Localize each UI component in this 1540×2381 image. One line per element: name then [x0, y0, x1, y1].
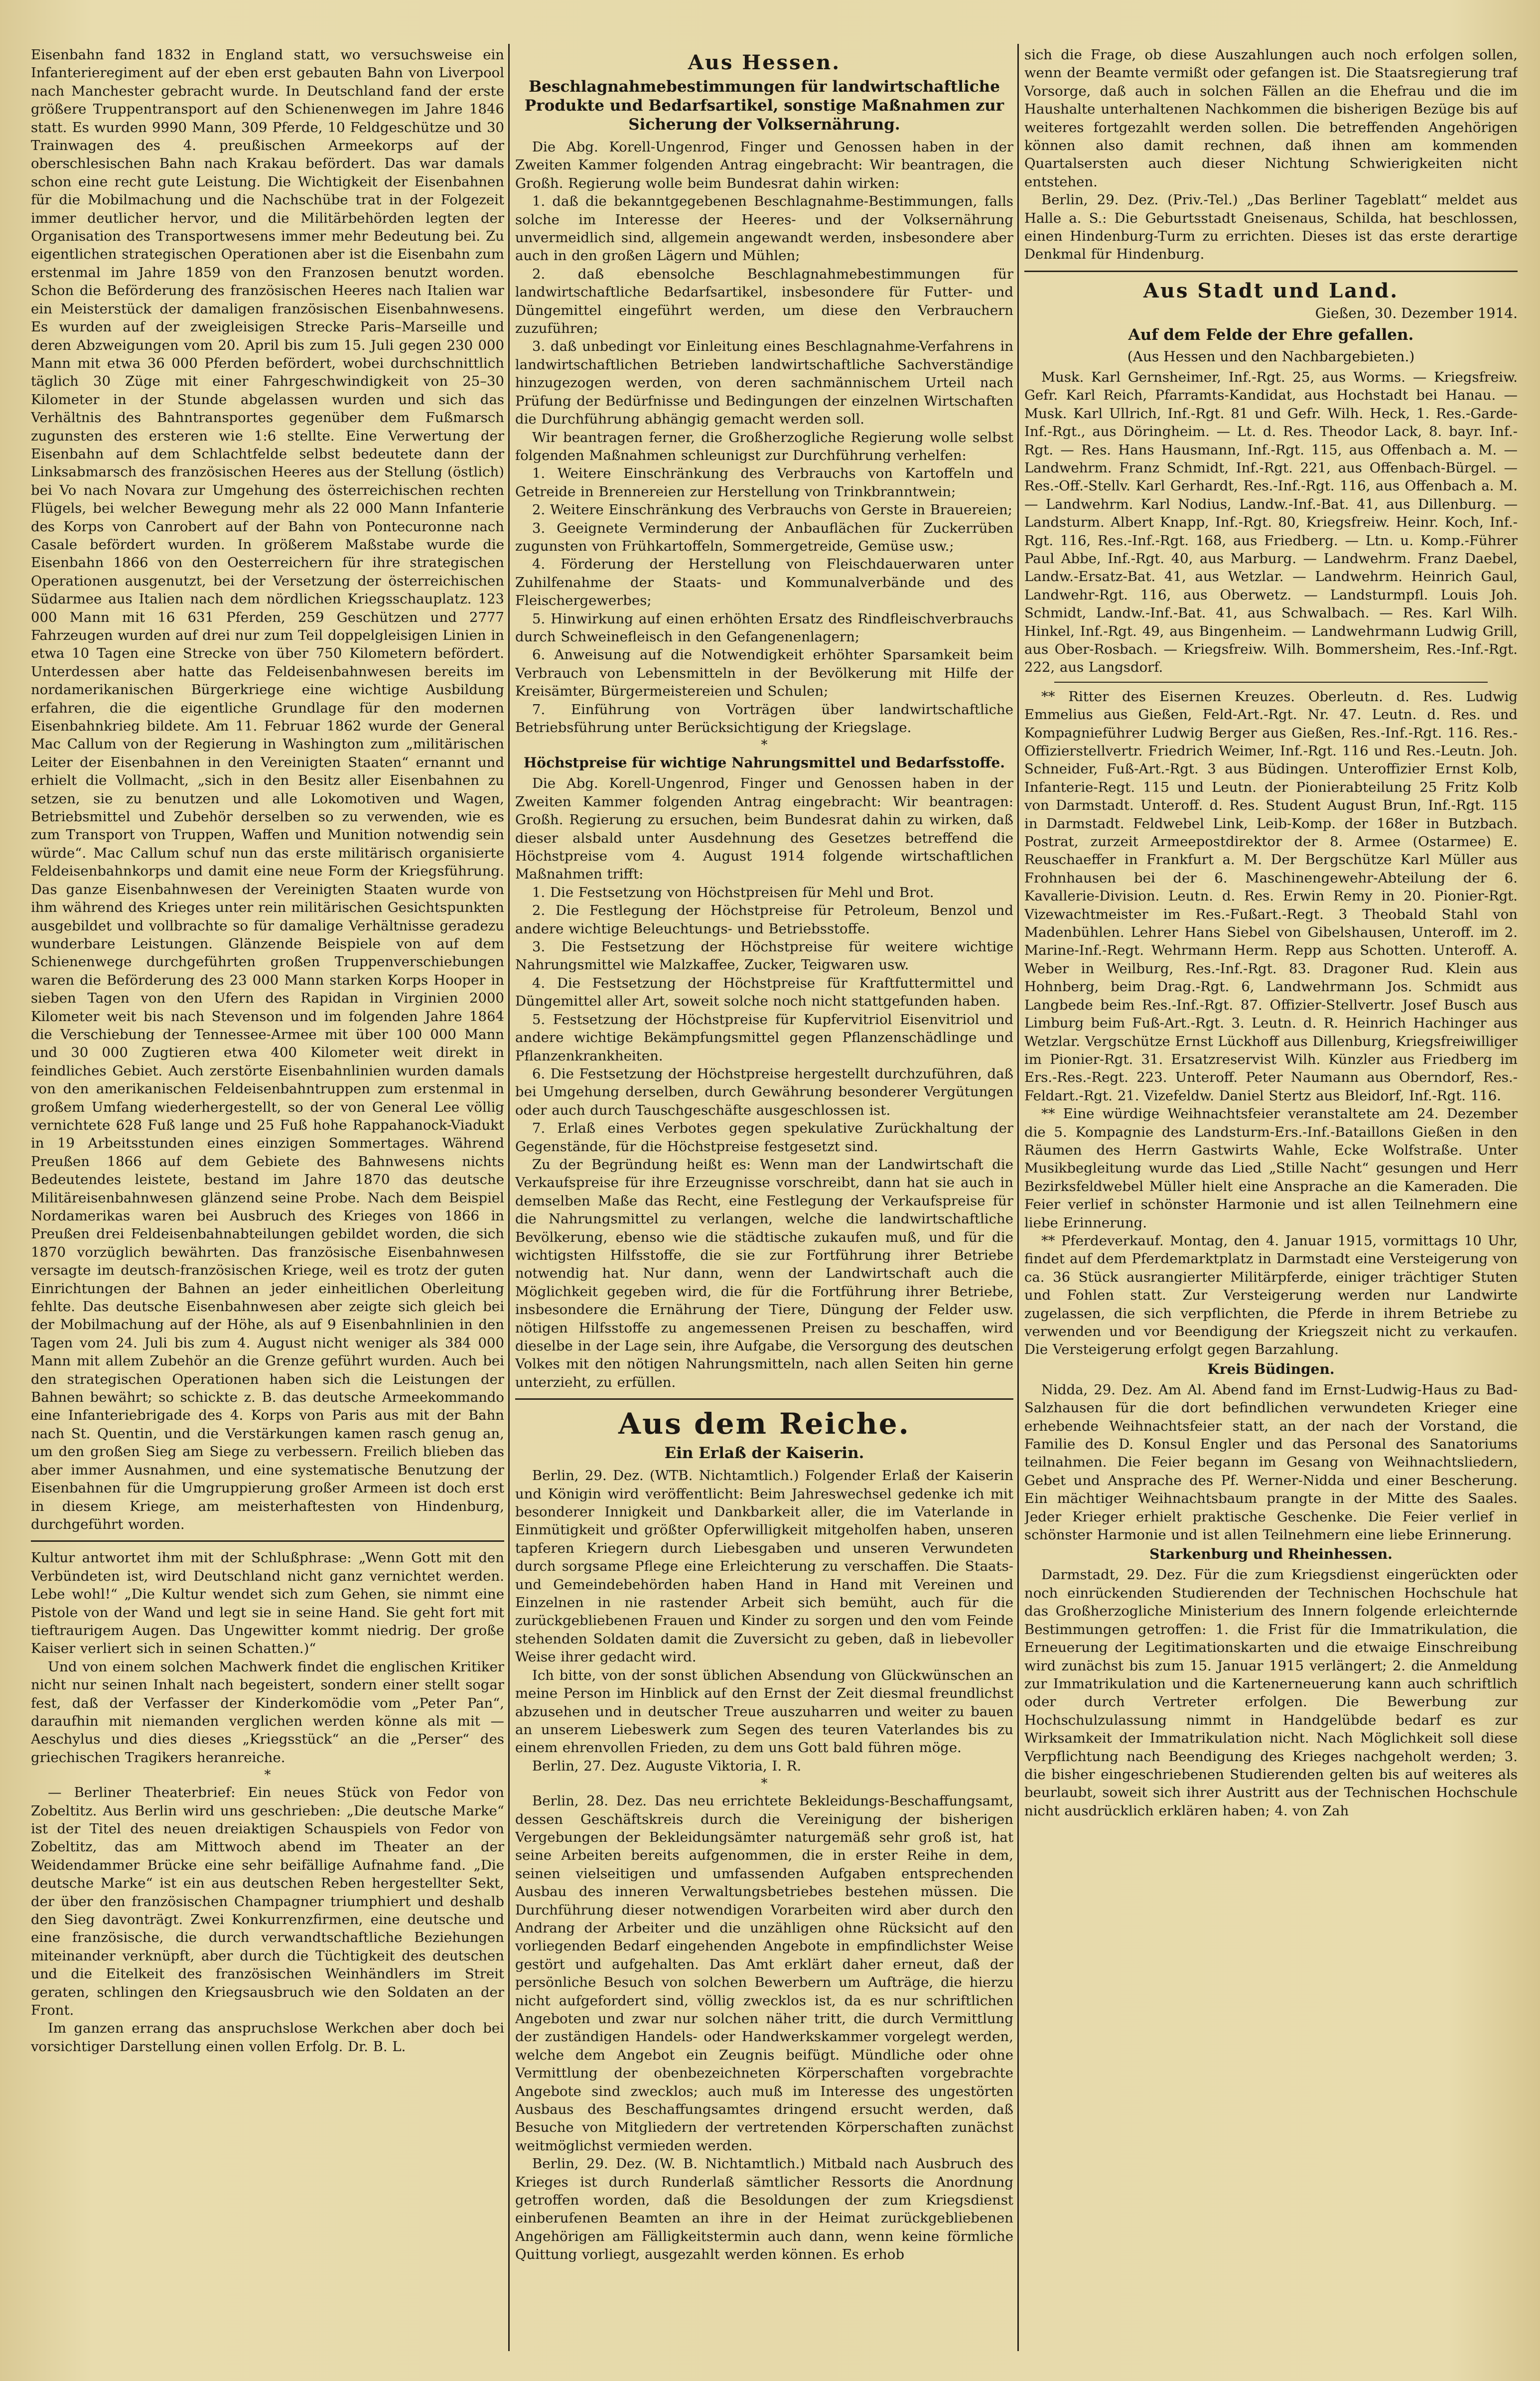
list-item: 3. daß unbedingt vor Einleitung eines Beschlagnahme-Verfahrens in landwirtschaftlichen Betrieben landwirtschaftliche Sachverständige hinzugezogen werden, von deren sachmännischem Urteil nach Prüfung der Bedürfnisse und Bedingungen der einzelnen Wirtschaften die Durchführung abhängig gemacht werden soll. [515, 338, 1013, 428]
separator-star: * [761, 738, 768, 753]
list-item: 1. daß die bekanntgegebenen Beschlagnahme-Bestimmungen, falls solche im Interesse der Heeres- und der Volksernährung unvermeidlich sind, allgemein angewandt werden, insbesondere aber auch in den großen Lägern und Mühlen; [515, 193, 1013, 264]
theater-letter-end: Im ganzen errang das anspruchslose Werkchen aber doch bei vorsichtiger Darstellung einen vollen Erfolg. Dr. B. L. [31, 2020, 504, 2055]
divider [31, 1540, 504, 1542]
list-item: 7. Erlaß eines Verbotes gegen spekulative Zurückhaltung der Gegenstände, für die Höchstpreise festgesetzt sind. [515, 1120, 1013, 1155]
dateline: Gießen, 30. Dezember 1914. [1315, 304, 1518, 321]
paragraph: Darmstadt, 29. Dez. Für die zum Kriegsdienst eingerückten oder noch einrückenden Studierenden der Technischen Hochschule hat das Großherzogliche Ministerium des Innern folgende erleichternde Bestimmungen getroffen: 1. die Frist für die Immatrikulation, die Erneuerung der Legitimationskarten und die etwaige Einschreibung wird zunächst bis zum 15. Januar 1915 verlängert; 2. die Anmeldung zur Immatrikulation und die Kartenerneuerung kann auch schriftlich oder durch Vertreter erfolgen. Die Bewerbung zur Hochschulzulassung nimmt in Handgelübde bedarf es zur Wirksamkeit der Immatrikulation nicht. Nach Möglichkeit soll diese Verpflichtung nach Beendigung des Krieges nachgeholt werden; 3. die bisher eingeschriebenen Studierenden gelten bis auf weiteres als beurlaubt, soweit sich ihrer Austritt aus der Technischen Hochschule nicht ausdrücklich erklären haben; 4. von Zah [1024, 1567, 1518, 1819]
subheadline: Auf dem Felde der Ehre gefallen. [1128, 325, 1414, 344]
divider [1024, 271, 1518, 272]
section-title-stadt-land: Aus Stadt und Land. [1143, 279, 1399, 302]
section-title-hessen: Aus Hessen. [688, 51, 841, 74]
subheadline: Beschlagnahmebestimmungen für landwirtschaftliche Produkte und Bedarfsartikel, sonstige Maßnahmen zur Sicherung der Volksernährung. [524, 78, 1004, 134]
list-item: 3. Geeignete Verminderung der Anbauflächen für Zuckerrüben zugunsten von Frühkartoffeln, Sommergetreide, Gemüse usw.; [515, 520, 1013, 554]
divider [1054, 682, 1488, 683]
paragraph: Die Abg. Korell-Ungenrod, Finger und Genossen haben in der Zweiten Kammer folgenden Antrag eingebracht: Wir beantragen: Großh. Regierung zu ersuchen, beim Bundesrat dahin zu wirken, daß dieser alsbald unter Ausdehnung des Gesetzes betreffend die Höchstpreise vom 4. August 1914 folgende wirtschaftlichen Maßnahmen trifft: [515, 775, 1013, 883]
list-item: 1. Die Festsetzung von Höchstpreisen für Mehl und Brot. [532, 884, 934, 900]
list-item: 1. Weitere Einschränkung des Verbrauchs von Kartoffeln und Getreide in Brennereien zur Herstellung von Trinkbranntwein; [515, 465, 1013, 500]
paragraph: Ich bitte, von der sonst üblichen Absendung von Glückwünschen an meine Person im Hinblick auf den Ernst der Zeit diesmal freundlichst abzusehen und in deutscher Treue auszuharren und weiter zu bauen an unserem Liebeswerk zum Segen des teuren Vaterlandes bis zu einem ehrenvollen Frieden, zu dem uns Gott bald führen möge. [515, 1667, 1013, 1756]
paragraph: Musk. Karl Gernsheimer, Inf.-Rgt. 25, aus Worms. — Kriegsfreiw. Gefr. Karl Reich, Pfarramts-Kandidat, aus Hochstadt bei Hanau. — Musk. Karl Ullrich, Inf.-Rgt. 81 und Gefr. Wilh. Heck, 1. Res.-Garde-Inf.-Rgt., aus Döringheim. — Lt. d. Res. Theodor Lack, 8. bayr. Inf.-Rgt. — Res. Hans Hausmann, Inf.-Rgt. 115, aus Offenbach a. M. — Landwehrm. Franz Schmidt, Inf.-Rgt. 221, aus Offenbach-Bürgel. — Res.-Off.-Stellv. Karl Gerhardt, Res.-Inf.-Rgt. 116, aus Offenbach a. M. — Landwehrm. Karl Nodius, Landw.-Inf.-Bat. 41, aus Dillenburg. — Landsturm. Albert Knapp, Inf.-Rgt. 80, Kriegsfreiw. Heinr. Koch, Inf.-Rgt. 116, Res.-Inf.-Rgt. 168, aus Friedberg. — Ltn. u. Komp.-Führer Paul Abbe, Inf.-Rgt. 40, aus Marburg. — Landwehrm. Franz Daebel, Landw.-Ersatz-Bat. 41, aus Wetzlar. — Landwehrm. Heinrich Gaul, Landwehr-Rgt. 116, aus Oberwetz. — Landsturmpfl. Louis Joh. Schmidt, Landw.-Inf.-Bat. 41, aus Schwalbach. — Res. Karl Wilh. Hinkel, Inf.-Rgt. 49, aus Bingenheim. — Landwehrmann Ludwig Grill, aus Ober-Rosbach. — Kriegsfreiw. Wilh. Bommersheim, Res.-Inf.-Rgt. 222, aus Langsdorf. [1024, 369, 1518, 676]
feuilleton-paragraph: Kultur antwortet ihm mit der Schlußphrase: „Wenn Gott mit den Verbündeten ist, wird Deutschland nicht ganz vernichtet werden. Lebe wohl!“ „Die Kultur wendet sich zum Gehen, sie nimmt eine Pistole von der Wand und legt sie in seine Hand. Sie geht fort mit tieftraurigem Augen. Das Ungewitter kommt niedrig. Der große Kaiser verliert sich in seinen Schatten.)“ [31, 1550, 504, 1657]
paragraph: Die Abg. Korell-Ungenrod, Finger und Genossen haben in der Zweiten Kammer folgenden Antrag eingebracht: Wir beantragen, die Großh. Regierung wolle beim Bundesrat dahin wirken: [515, 139, 1013, 191]
list-item: 5. Hinwirkung auf einen erhöhten Ersatz des Rindfleischverbrauchs durch Schweinefleisch in den Gefangenenlagern; [515, 610, 1013, 645]
subheadline: Höchstpreise für wichtige Nahrungsmittel und Bedarfsstoffe. [523, 754, 1005, 771]
subheadline: Kreis Büdingen. [1207, 1360, 1335, 1377]
signature-line: Berlin, 27. Dez. Auguste Viktoria, I. R. [532, 1758, 802, 1774]
paragraph: ** Ritter des Eisernen Kreuzes. Oberleutn. d. Res. Ludwig Emmelius aus Gießen, Feld-Art.-Rgt. Nr. 47. Leutn. d. Res. und Kompagnieführer Ludwig Berger aus Gießen, Res.-Inf.-Rgt. 116. Res.-Offizierstellvertr. Friedrich Weimer, Inf.-Rgt. 116 und Res.-Leutn. Joh. Schneider, Fuß-Art.-Rgt. 3 aus Büdingen. Unteroffizier Ernst Kolb, Infanterie-Regt. 115 und Leutn. der Pionierabteilung 25 Fritz Kolb von Darmstadt. Unteroff. d. Res. Student August Brun, Inf.-Rgt. 115 in Darmstadt. Feldwebel Link, Leib-Komp. der 168er in Butzbach. Postrat, zurzeit Armeepostdirektor der 8. Armee (Ostarmee) E. Reuschaeffer in Frankfurt a. M. Der Bergschütze Karl Müller aus Frohnhausen bei der 6. Maschinengewehr-Abteilung der 6. Kavallerie-Division. Leutn. d. Res. Erwin Remy in 20. Pionier-Rgt. Vizewachtmeister im Res.-Fußart.-Regt. 3 Theobald Stahl von Madenbühlen. Lehrer Hans Siebel von Gibelshausen, Unteroff. im 2. Marine-Inf.-Regt. Wehrmann Herm. Repp aus Schotten. Unteroff. A. Weber in Weilburg, Res.-Inf.-Rgt. 83. Dragoner Rud. Klein aus Hohnberg, beim Drag.-Rgt. 6, Landwehrmann Jos. Schmidt aus Langbede beim Res.-Inf.-Rgt. 87. Offizier-Stellvertr. Josef Busch aus Limburg beim Fuß-Art.-Rgt. 3. Leutn. d. R. Heinrich Hachinger aus Wetzlar. Vergschütze Ernst Lückhoff aus Dillenburg, Kriegsfreiwilliger im Pionier-Rgt. 31. Ersatzreservist Wilh. Künzler aus Friedberg im Ers.-Res.-Regt. 223. Unteroff. Peter Naumann aus Oberndorf, Res.-Feldart.-Rgt. 21. Vizefeldw. Daniel Stertz aus Bleidorf, Inf.-Rgt. 116. [1024, 688, 1518, 1104]
list-item: 2. Weitere Einschränkung des Verbrauchs von Gerste in Brauereien; [532, 502, 1012, 518]
list-item: 7. Einführung von Vorträgen über landwirtschaftliche Betriebsführung unter Berücksichtigung der Kriegslage. [515, 701, 1013, 736]
theater-letter: — Berliner Theaterbrief: Ein neues Stück von Fedor von Zobeltitz. Aus Berlin wird uns geschrieben: „Die deutsche Marke“ ist der Titel des neuen dreiaktigen Schauspiels von Fedor von Zobeltitz, das am Mittwoch abend im Theater an der Weidendammer Brücke eine sehr beifällige Aufnahme fand. „Die deutsche Marke“ ist ein aus deutschen Reben hergestellter Sekt, der über den französischen Champagner triumphiert und deshalb den Sieg davonträgt. Zwei Konkurrenzfirmen, eine deutsche und eine französische, die durch verwandtschaftliche Beziehungen miteinander verknüpft, aber durch die Tüchtigkeit des deutschen und die Eitelkeit des französischen Weinhändlers im Streit geraten, schlingen den Kriegsausbruch wie den Soldaten an der Front. [31, 1785, 504, 2019]
paragraph: Berlin, 29. Dez. (W. B. Nichtamtlich.) Mitbald nach Ausbruch des Krieges ist durch Runderlaß sämtlicher Ressorts die Anordnung getroffen worden, daß die Besoldungen der zum Kriegsdienst einberufenen Beamten an ihre in der Heimat zurückgebliebenen Angehörigen am Fälligkeitstermin auch dann, wenn keine förmliche Quittung vorliegt, ausgezahlt werden können. Es erhob [515, 2156, 1013, 2263]
list-item: 6. Die Festsetzung der Höchstpreise hergestellt durchzuführen, daß bei Umgehung derselben, durch Gewährung besonderer Vergütungen oder auch durch Tauschgeschäfte ausgeschlossen ist. [515, 1065, 1013, 1118]
subheadline: Starkenburg und Rheinhessen. [1149, 1546, 1393, 1563]
paragraph: Berlin, 29. Dez. (WTB. Nichtamtlich.) Folgender Erlaß der Kaiserin und Königin wird veröffentlicht: Beim Jahreswechsel gedenke ich mit besonderer Innigkeit und Dankbarkeit aller, die im Vaterlande in Einmütigkeit und größter Opferwilligkeit mitgeholfen haben, unseren tapferen Kriegern durch Liebesgaben und unseren Verwundeten durch sorgsame Pflege eine Erleichterung zu verschaffen. Die Staats- und Gemeindebehörden haben Hand in Hand mit Vereinen und Einzelnen in nie rastender Arbeit sich bemüht, auch für die zurückgebliebenen Frauen und Kinder zu sorgen und den vom Feinde stehenden Soldaten damit die Zuversicht zu geben, daß in liebevoller Weise ihrer gedacht wird. [515, 1468, 1013, 1665]
list-item: 3. Die Festsetzung der Höchstpreise für weitere wichtige Nahrungsmittel wie Malzkaffee, Zucker, Teigwaren usw. [515, 939, 1013, 973]
column-rule-right [1017, 44, 1019, 2351]
subheadline-note: (Aus Hessen und den Nachbargebieten.) [1127, 348, 1415, 365]
list-item: 4. Förderung der Herstellung von Fleischdauerwaren unter Zuhilfenahme der Staats- und Kommunalverbände und des Fleischergewerbes; [515, 556, 1013, 609]
feuilleton-paragraph: Und von einem solchen Machwerk findet die englischen Kritiker nicht nur seinen Inhalt nach begeistert, sondern einer stellt sogar fest, daß der Verfasser der Kinderkomödie vom „Peter Pan“, daraufhin mit niemanden verglichen werden könne als mit — Aeschylus und dies dieses „Kriegsstück“ an die „Perser“ des griechischen Tragikers heranreiche. [31, 1658, 504, 1766]
subheadline: Ein Erlaß der Kaiserin. [664, 1444, 864, 1463]
list-item: 6. Anweisung auf die Notwendigkeit erhöhter Sparsamkeit beim Verbrauch von Lebensmitteln in der Bevölkerung mit Hilfe der Kreisämter, Bürgermeistereien und Schulen; [515, 647, 1013, 700]
list-item: 4. Die Festsetzung der Höchstpreise für Kraftfuttermittel und Düngemittel aller Art, soweit solche noch nicht stattgefunden haben. [515, 975, 1013, 1010]
divider [515, 1398, 1013, 1400]
list-item: 5. Festsetzung der Höchstpreise für Kupfervitriol Eisenvitriol und andere wichtige Bekämpfungsmittel gegen Pflanzenschädlinge und Pflanzenkrankheiten. [515, 1011, 1013, 1064]
article-railways-war: Eisenbahn fand 1832 in England statt, wo versuchsweise ein Infanterieregiment auf der eben erst gebauten Bahn von Liverpool nach Manchester gebracht wurde. In Deutschland fand der erste größere Truppentransport auf den Schienenwegen im Jahre 1846 statt. Es wurden 9990 Mann, 309 Pferde, 10 Feldgeschütze und 30 Trainwagen des 4. preußischen Armeekorps auf der oberschlesischen Bahn nach Krakau befördert. Das war damals schon eine recht gute Leistung. Die Wichtigkeit der Eisenbahnen für die Mobilmachung und die Nachschübe trat in der Folgezeit immer deutlicher hervor, und die Militärbehörden legten der Organisation des Transportwesens immer mehr Bedeutung bei. Zu eigentlichen strategischen Operationen aber ist die Eisenbahn zum erstenmal im Jahre 1859 von den Franzosen benutzt worden. Schon die Beförderung des französischen Heeres nach Italien war ein Meisterstück der damaligen französischen Eisenbahnwesens. Es wurden auf der zweigleisigen Strecke Paris–Marseille und deren Abzweigungen vom 20. April bis zum 15. Juli gegen 230 000 Mann mit etwa 36 000 Pferden befördert, wobei durchschnittlich täglich 30 Züge mit einer Fahrgeschwindigkeit von 25–30 Kilometer in der Stunde abgelassen wurden und sich das Verhältnis des Bahntransportes gegenüber dem Fußmarsch zugunsten des ersteren wie 1:6 stellte. Eine Verwertung der Eisenbahn auf dem Schlachtfelde selbst bedeutete dann der Linksabmarsch des französischen Heeres aus der Stellung (östlich) bei Vo nach Novara zur Umgehung des österreichischen rechten Flügels, bei welcher Bewegung mehr als 22 000 Mann Infanterie des Korps von Canrobert auf der Bahn von Pontecuronne nach Casale befördert wurden. In größerem Maßstabe wurde die Eisenbahn 1866 von den Oesterreichern für ihre strategischen Operationen ausgenutzt, bei der Versetzung der österreichischen Südarmee aus Italien nach dem nördlichen Kriegsschauplatz. 123 000 Mann mit 16 631 Pferden, 259 Geschützen und 2777 Fahrzeugen wurden auf drei nur zum Teil doppelgleisigen Linien in etwa 10 Tagen eine Strecke von über 750 Kilometern befördert. Unterdessen aber hatte das Feldeisenbahnwesen bereits im nordamerikanischen Bürgerkriege eine wichtige Ausbildung erfahren, die die eigentliche Grundlage für den modernen Eisenbahnkrieg bildete. Am 11. Februar 1862 wurde der General Mac Callum von der Regierung in Washington zum „militärischen Leiter der Eisenbahnen in den Vereinigten Staaten“ ernannt und erhielt die Vollmacht, „sich in den Besitz aller Eisenbahnen zu setzen, sie zu benutzen und alle Lokomotiven und Wagen, Betriebsmittel und Zubehör derselben so zu verwenden, wie es zum Transport von Truppen, Waffen und Munition notwendig sein würde“. Mac Callum schuf nun das erste militärisch organisierte Feldeisenbahnkorps und damit eine neue Form der Kriegsführung. Das ganze Eisenbahnwesen der Vereinigten Staaten wurde von ihm während des Krieges unter rein militärischen Gesichtspunkten ausgebildet und vollbrachte so für damalige Verhältnisse geradezu wunderbare Leistungen. Glänzende Beispiele von auf dem Schienenwege durchgeführten großen Truppenverschiebungen waren die Beförderung des 23 000 Mann starken Korps Hooper in sieben Tagen von den Ufern des Rapidan in Virginien 2000 Kilometer weit bis nach Stevenson und im folgenden Jahre 1864 die Verschiebung der Tennessee-Armee mit über 100 000 Mann und 30 000 Zugtieren etwa 400 Kilometer weit direkt in feindliches Gebiet. Auch zerstörte Eisenbahnlinien wurden damals von den amerikanischen Feldeisenbahntruppen zum erstenmal in großem Umfang wiederhergestellt, so der von General Lee völlig vernichtete 628 Fuß lange und 25 Fuß hohe Rappahanock-Viadukt in 19 Arbeitsstunden eines einzigen Sommertages. Während Preußen 1866 auf dem Gebiete des Bahnwesens nichts Bedeutendes leistete, bestand im Jahre 1870 das deutsche Militäreisenbahnwesen glänzend seine Probe. Nach dem Beispiel Nordamerikas waren bei Ausbruch des Krieges von 1866 in Preußen drei Feldeisenbahnabteilungen gebildet worden, die sich 1870 vorzüglich bewährten. Das französische Eisenbahnwesen versagte im deutsch-französischen Kriege, weil es trotz der guten Einrichtungen der Bahnen an jeder einheitlichen Oberleitung fehlte. Das deutsche Eisenbahnwesen aber zeigte sich gleich bei der Mobilmachung auf der Höhe, als auf 9 Eisenbahnlinien in den Tagen vom 24. Juli bis zum 4. August nicht weniger als 384 000 Mann mit allem Zubehör an die Grenze geführt wurden. Auch bei den strategischen Operationen haben sich die Leistungen der Bahnen bewährt; so schickte z. B. das deutsche Armeekommando eine Infanteriebrigade des 4. Korps von Paris aus mit der Bahn nach St. Quentin, und die Verstärkungen kamen rasch genug an, um den großen Sieg am Siege zu verbessern. Freilich blieben das aber immer Ausnahmen, und eine systematische Benutzung der Eisenbahnen für die Umgruppierung großer Armeen ist doch erst in diesem Kriege, am meisterhaftesten von Hindenburg, durchgeführt worden. [31, 47, 504, 1532]
paragraph: sich die Frage, ob diese Auszahlungen auch noch erfolgen sollen, wenn der Beamte vermißt oder gefangen ist. Die Staatsregierung traf Vorsorge, daß auch in solchen Fällen an die Ehefrau und die im Haushalte unterhaltenen Nachkommen die bisherigen Bezüge bis auf weiteres fortgezahlt werden sollen. Die betreffenden Angehörigen können also damit rechnen, daß ihnen am kommenden Quartalsersten auch dieser Nichtung Schwierigkeiten nicht entstehen. [1024, 47, 1518, 190]
list-item: 2. Die Festlegung der Höchstpreise für Petroleum, Benzol und andere wichtige Beleuchtungs- und Betriebsstoffe. [515, 902, 1013, 937]
paragraph: ** Pferdeverkauf. Montag, den 4. Januar 1915, vormittags 10 Uhr, findet auf dem Pferdemarktplatz in Darmstadt eine Versteigerung von ca. 36 Stück ausrangierter Militärpferde, einiger trächtiger Stuten und Fohlen statt. Zur Versteigerung werden nur Landwirte zugelassen, die sich verpflichten, die Pferde in ihrem Betriebe zu verwenden und vor Beendigung der Kriegszeit nicht zu verkaufen. Die Versteigerung erfolgt gegen Barzahlung. [1024, 1232, 1518, 1358]
column-rule-left [508, 44, 510, 2351]
paragraph: Berlin, 29. Dez. (Priv.-Tel.) „Das Berliner Tageblatt“ meldet aus Halle a. S.: Die Geburtsstadt Gneisenaus, Schilda, hat beschlossen, einen Hindenburg-Turm zu errichten. Dieses ist das erste derartige Denkmal für Hindenburg. [1024, 192, 1518, 263]
paragraph: ** Eine würdige Weihnachtsfeier veranstaltete am 24. Dezember die 5. Kompagnie des Landsturm-Ers.-Inf.-Bataillons Gießen in den Räumen des Herrn Gastwirts Wahle, Ecke Wolfstraße. Unter Musikbegleitung wurde das Lied „Stille Nacht“ gesungen und Herr Bezirksfeldwebel Müller hielt eine Ansprache an die Kameraden. Die Feier verlief in schönster Harmonie und ist allen Teilnehmern eine liebe Erinnerung. [1024, 1106, 1518, 1231]
paragraph: Nidda, 29. Dez. Am Al. Abend fand im Ernst-Ludwig-Haus zu Bad-Salzhausen für die dort befindlichen verwundeten Krieger eine erhebende Weihnachtsfeier statt, an der nach der Vorstand, die Familie des D. Konsul Engler und das Personal des Sanatoriums teilnahmen. Die Feier begann im Gesang von Weihnachtsliedern, Gebet und Ansprache des Pf. Werner-Nidda und einer Bescherung. Ein mächtiger Weihnachtsbaum prangte in der Mitte des Saales. Jeder Krieger erhielt praktische Geschenke. Die Feier verlief in schönster Harmonie und ist allen Teilnehmern eine liebe Erinnerung. [1024, 1381, 1518, 1543]
separator-star: * [264, 1768, 271, 1783]
separator-star: * [761, 1776, 768, 1791]
column-1 [31, 46, 504, 2348]
paragraph: Berlin, 28. Dez. Das neu errichtete Bekleidungs-Beschaffungsamt, dessen Geschäftskreis durch die Vereinigung der bisherigen Vergebungen der Bekleidungsämter naturgemäß sehr groß ist, hat seine Arbeiten bereits aufgenommen, die in erster Reihe in dem, seinen vielseitigen und umfassenden Aufgaben entsprechenden Ausbau des inneren Verwaltungsbetriebes bestehen müssen. Die Durchführung dieser notwendigen Vorarbeiten wird aber durch den Andrang der Arbeiter und die unzähligen ohne Rücksicht auf den vorliegenden Bedarf eingehenden Angebote in empfindlichster Weise gestört und aufgehalten. Das Amt erklärt daher erneut, daß der persönliche Besuch von solchen Bewerbern um Aufträge, die hierzu nicht aufgefordert sind, völlig zwecklos ist, da es nur schriftlichen Angeboten und zwar nur solchen näher tritt, die durch Vermittlung der zuständigen Handels- oder Handwerkskammer vorgelegt werden, welche dem Angebot ein Zeugnis beifügt. Mündliche oder ohne Vermittlung der obenbezeichneten Körperschaften vorgebrachte Angebote sind zwecklos; auch muß im Interesse des ungestörten Ausbaus des Beschaffungsamtes dringend ersucht werden, daß Besuche von Mitgliedern der vertretenden Körperschaften zunächst weitmöglichst vermieden werden. [515, 1793, 1013, 2154]
section-title-reich: Aus dem Reiche. [618, 1407, 910, 1441]
paragraph: Wir beantragen ferner, die Großherzogliche Regierung wolle selbst folgenden Maßnahmen schleunigst zur Durchführung verhelfen: [515, 429, 1013, 463]
paragraph: Zu der Begründung heißt es: Wenn man der Landwirtschaft die Verkaufspreise für ihre Erzeugnisse vorschreibt, dann hat sie auch in demselben Maße das Recht, eine Festlegung der Verkaufspreise für die Nahrungsmittel zu verlangen, welche die landwirtschaftliche Bevölkerung, ebenso wie die städtische zukaufen muß, und für die wichtigsten Hilfsstoffe, die sie zur Fortführung ihrer Betriebe notwendig hat. Nur dann, wenn der Landwirtschaft auch die Möglichkeit gegeben wird, die für die Fortführung ihrer Betriebe, insbesondere die Ernährung der Tiere, Düngung der Felder usw. nötigen Hilfsstoffe zu angemessenen Preisen zu beschaffen, wird dieselbe in der Lage sein, ihre Aufgabe, die Versorgung des deutschen Volkes mit den nötigen Nahrungsmitteln, nach allen Seiten hin gerne unterzieht, zu erfüllen. [515, 1156, 1013, 1390]
column-2 [515, 46, 1013, 2348]
column-3 [1024, 46, 1518, 2348]
list-item: 2. daß ebensolche Beschlagnahmebestimmungen für landwirtschaftliche Bedarfsartikel, insbesondere für Futter- und Düngemittel eingeführt werden, um diese den Verbrauchern zuzuführen; [515, 266, 1013, 337]
